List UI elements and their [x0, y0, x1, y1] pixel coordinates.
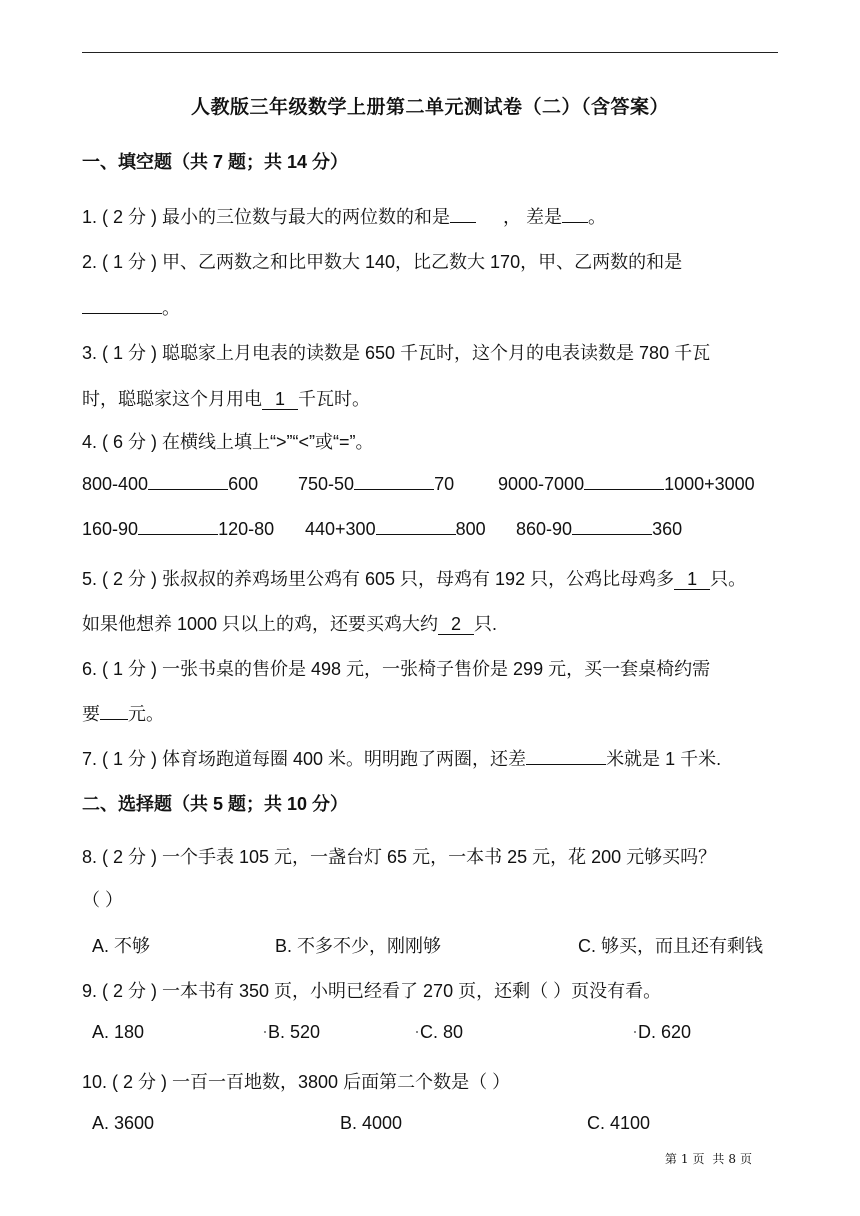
question-3: 3. ( 1 分 ) 聪聪家上月电表的读数是 650 千瓦时，这个月的电表读数是 780 千瓦 — [82, 343, 711, 363]
q9-option-a[interactable]: A. 180 — [92, 1022, 145, 1042]
option-marker — [264, 1031, 266, 1033]
question-6-line-2: 要 元。 — [82, 704, 164, 724]
question-1: 1. ( 2 分 ) 最小的三位数与最大的两位数的和是 ， 差是 。 — [82, 207, 607, 227]
q10-option-a[interactable]: A. 3600 — [92, 1113, 155, 1133]
section-heading-choice: 二、选择题（共 5 题；共 10 分） — [82, 794, 349, 814]
question-10: 10. ( 2 分 ) 一百一百地数，3800 后面第二个数是（ ） — [82, 1072, 511, 1092]
q4-item: 800-400 600 — [82, 474, 259, 494]
q4-item: 860-90 360 — [516, 519, 683, 539]
q6-blank — [100, 719, 128, 720]
q4-blank — [572, 534, 652, 535]
page-footer: 第 1 页 共 8 页 — [664, 1152, 752, 1166]
q4-blank — [354, 489, 434, 490]
option-marker — [634, 1031, 636, 1033]
q8-option-a[interactable]: A. 不够 — [92, 936, 151, 956]
section-heading-fill-blank: 一、填空题（共 7 题；共 14 分） — [82, 152, 349, 172]
question-7: 7. ( 1 分 ) 体育场跑道每圈 400 米。明明跑了两圈，还差 米就是 1 千米. — [82, 749, 722, 769]
question-6: 6. ( 1 分 ) 一张书桌的售价是 498 元，一张椅子售价是 299 元，买一套桌椅约需 — [82, 659, 711, 679]
q4-blank — [148, 489, 228, 490]
header-rule — [82, 52, 778, 53]
q4-item: 750-50 70 — [298, 474, 455, 494]
question-3-line-2: 时，聪聪家这个月用电 1 千瓦时。 — [82, 389, 370, 409]
q4-item: 440+300 800 — [305, 519, 486, 539]
q10-option-c[interactable]: C. 4100 — [587, 1113, 651, 1133]
q1-blank-sum — [450, 222, 476, 223]
q3-blank: 1 — [262, 389, 298, 410]
q4-item: 160-90 120-80 — [82, 519, 275, 539]
q4-blank — [376, 534, 456, 535]
q2-blank — [82, 313, 162, 314]
q9-option-d[interactable]: D. 620 — [638, 1022, 692, 1042]
q1-text-mid: ， 差是 — [503, 207, 563, 227]
q9-option-c[interactable]: C. 80 — [420, 1022, 464, 1042]
question-2: 2. ( 1 分 ) 甲、乙两数之和比甲数大 140，比乙数大 170，甲、乙两数的和是 — [82, 252, 683, 272]
question-5: 5. ( 2 分 ) 张叔叔的养鸡场里公鸡有 605 只，母鸡有 192 只，公鸡比母鸡多 1 只。 — [82, 569, 747, 589]
q4-blank — [138, 534, 218, 535]
question-8: 8. ( 2 分 ) 一个手表 105 元，一盏台灯 65 元，一本书 25 元，花 200 元够买吗？ — [82, 847, 717, 867]
question-4: 4. ( 6 分 ) 在横线上填上“>”“<”或“=”。 — [82, 432, 374, 452]
q5-blank-2: 2 — [438, 614, 474, 635]
option-marker — [416, 1031, 418, 1033]
q10-option-b[interactable]: B. 4000 — [340, 1113, 403, 1133]
q1-text: 1. ( 2 分 ) 最小的三位数与最大的两位数的和是 — [82, 207, 451, 227]
q8-answer-paren: （ ） — [82, 890, 124, 910]
q7-blank — [526, 764, 606, 765]
q8-option-c[interactable]: C. 够买，而且还有剩钱 — [578, 936, 764, 956]
q9-option-b[interactable]: B. 520 — [268, 1022, 321, 1042]
q5-blank-1: 1 — [674, 569, 710, 590]
q1-blank-diff — [562, 222, 588, 223]
page-title: 人教版三年级数学上册第二单元测试卷（二）（含答案） — [190, 97, 669, 118]
question-9: 9. ( 2 分 ) 一本书有 350 页，小明已经看了 270 页，还剩（ ）页没有看。 — [82, 981, 662, 1001]
question-2-answer-line: 。 — [82, 294, 180, 320]
q8-option-b[interactable]: B. 不多不少，刚刚够 — [275, 936, 442, 956]
q4-blank — [584, 489, 664, 490]
page-total: 8 — [728, 1152, 736, 1166]
page-number: 1 — [680, 1152, 689, 1166]
question-5-line-2: 如果他想养 1000 只以上的鸡，还要买鸡大约 2 只. — [82, 614, 498, 634]
q4-item: 9000-7000 1000+3000 — [498, 474, 755, 494]
